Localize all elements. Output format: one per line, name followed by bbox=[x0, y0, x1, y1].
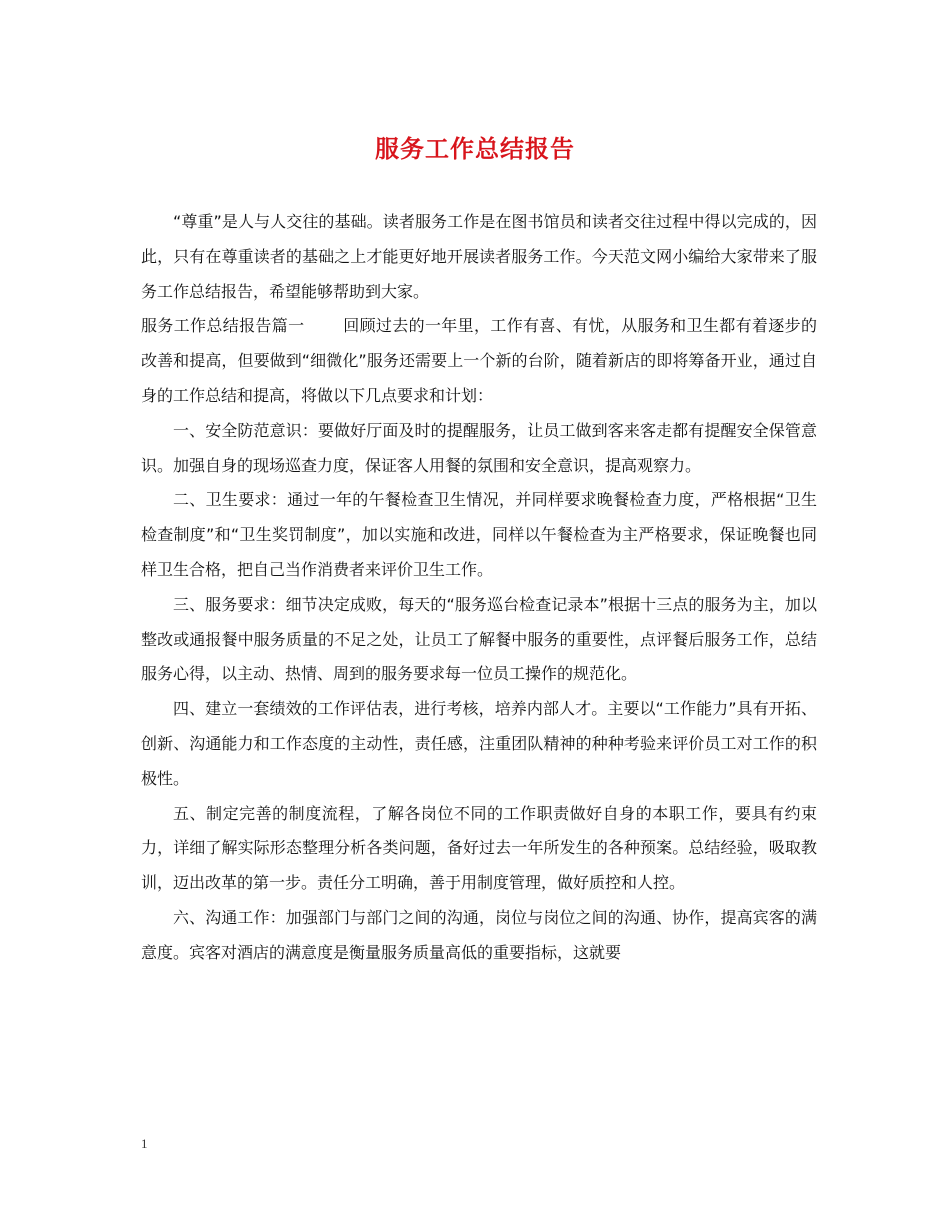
document-title: 服务工作总结报告 bbox=[375, 135, 575, 163]
document-body bbox=[141, 205, 817, 971]
item-paragraph-safety: 一、安全防范意识：要做好厅面及时的提醒服务，让员工做到客来客走都有提醒安全保管意识。加强自身的现场巡查力度，保证客人用餐的氛围和安全意识，提高观察力。 bbox=[141, 420, 817, 475]
item-paragraph-procedures: 五、制定完善的制度流程，了解各岗位不同的工作职责做好自身的本职工作，要具有约束力，详细了解实际形态整理分析各类问题，备好过去一年所发生的各种预案。总结经验，吸取教训，迈出改革的第一步。责任分工明确，善于用制度管理，做好质控和人控。 bbox=[141, 803, 817, 893]
section-paragraph bbox=[141, 309, 817, 413]
item-paragraph-evaluation: 四、建立一套绩效的工作评估表，进行考核，培养内部人才。主要以“工作能力”具有开拓、创新、沟通能力和工作态度的主动性，责任感，注重团队精神的种种考验来评价员工对工作的积极性。 bbox=[141, 699, 817, 788]
section-intro-text: 回顾过去的一年里，工作有喜、有忧，从服务和卫生都有着逐步的改善和提高，但要做到“细微化”服务还需要上一个新的台阶，随着新店的即将筹备开业，通过自身的工作总结和提高，将做以下几点要求和计划： bbox=[141, 316, 817, 405]
item-paragraph-communication: 六、沟通工作：加强部门与部门之间的沟通，岗位与岗位之间的沟通、协作，提高宾客的满意度。宾客对酒店的满意度是衡量服务质量高低的重要指标，这就要 bbox=[141, 907, 817, 962]
item-paragraph-hygiene: 二、卫生要求：通过一年的午餐检查卫生情况，并同样要求晚餐检查力度，严格根据“卫生检查制度”和“卫生奖罚制度”，加以实施和改进，同样以午餐检查为主严格要求，保证晚餐也同样卫生合格，把自己当作消费者来评价卫生工作。 bbox=[141, 490, 817, 579]
item-paragraph-service: 三、服务要求：细节决定成败，每天的“服务巡台检查记录本”根据十三点的服务为主，加以整改或通报餐中服务质量的不足之处，让员工了解餐中服务的重要性，点评餐后服务工作，总结服务心得，以主动、热情、周到的服务要求每一位员工操作的规范化。 bbox=[141, 594, 817, 684]
page-number: 1 bbox=[141, 1136, 148, 1151]
section-heading: 服务工作总结报告篇一 bbox=[141, 316, 305, 336]
intro-paragraph: “尊重”是人与人交往的基础。读者服务工作是在图书馆员和读者交往过程中得以完成的，因此，只有在尊重读者的基础之上才能更好地开展读者服务工作。今天范文网小编给大家带来了服务工作总结报告，希望能够帮助到大家。 bbox=[141, 212, 817, 301]
